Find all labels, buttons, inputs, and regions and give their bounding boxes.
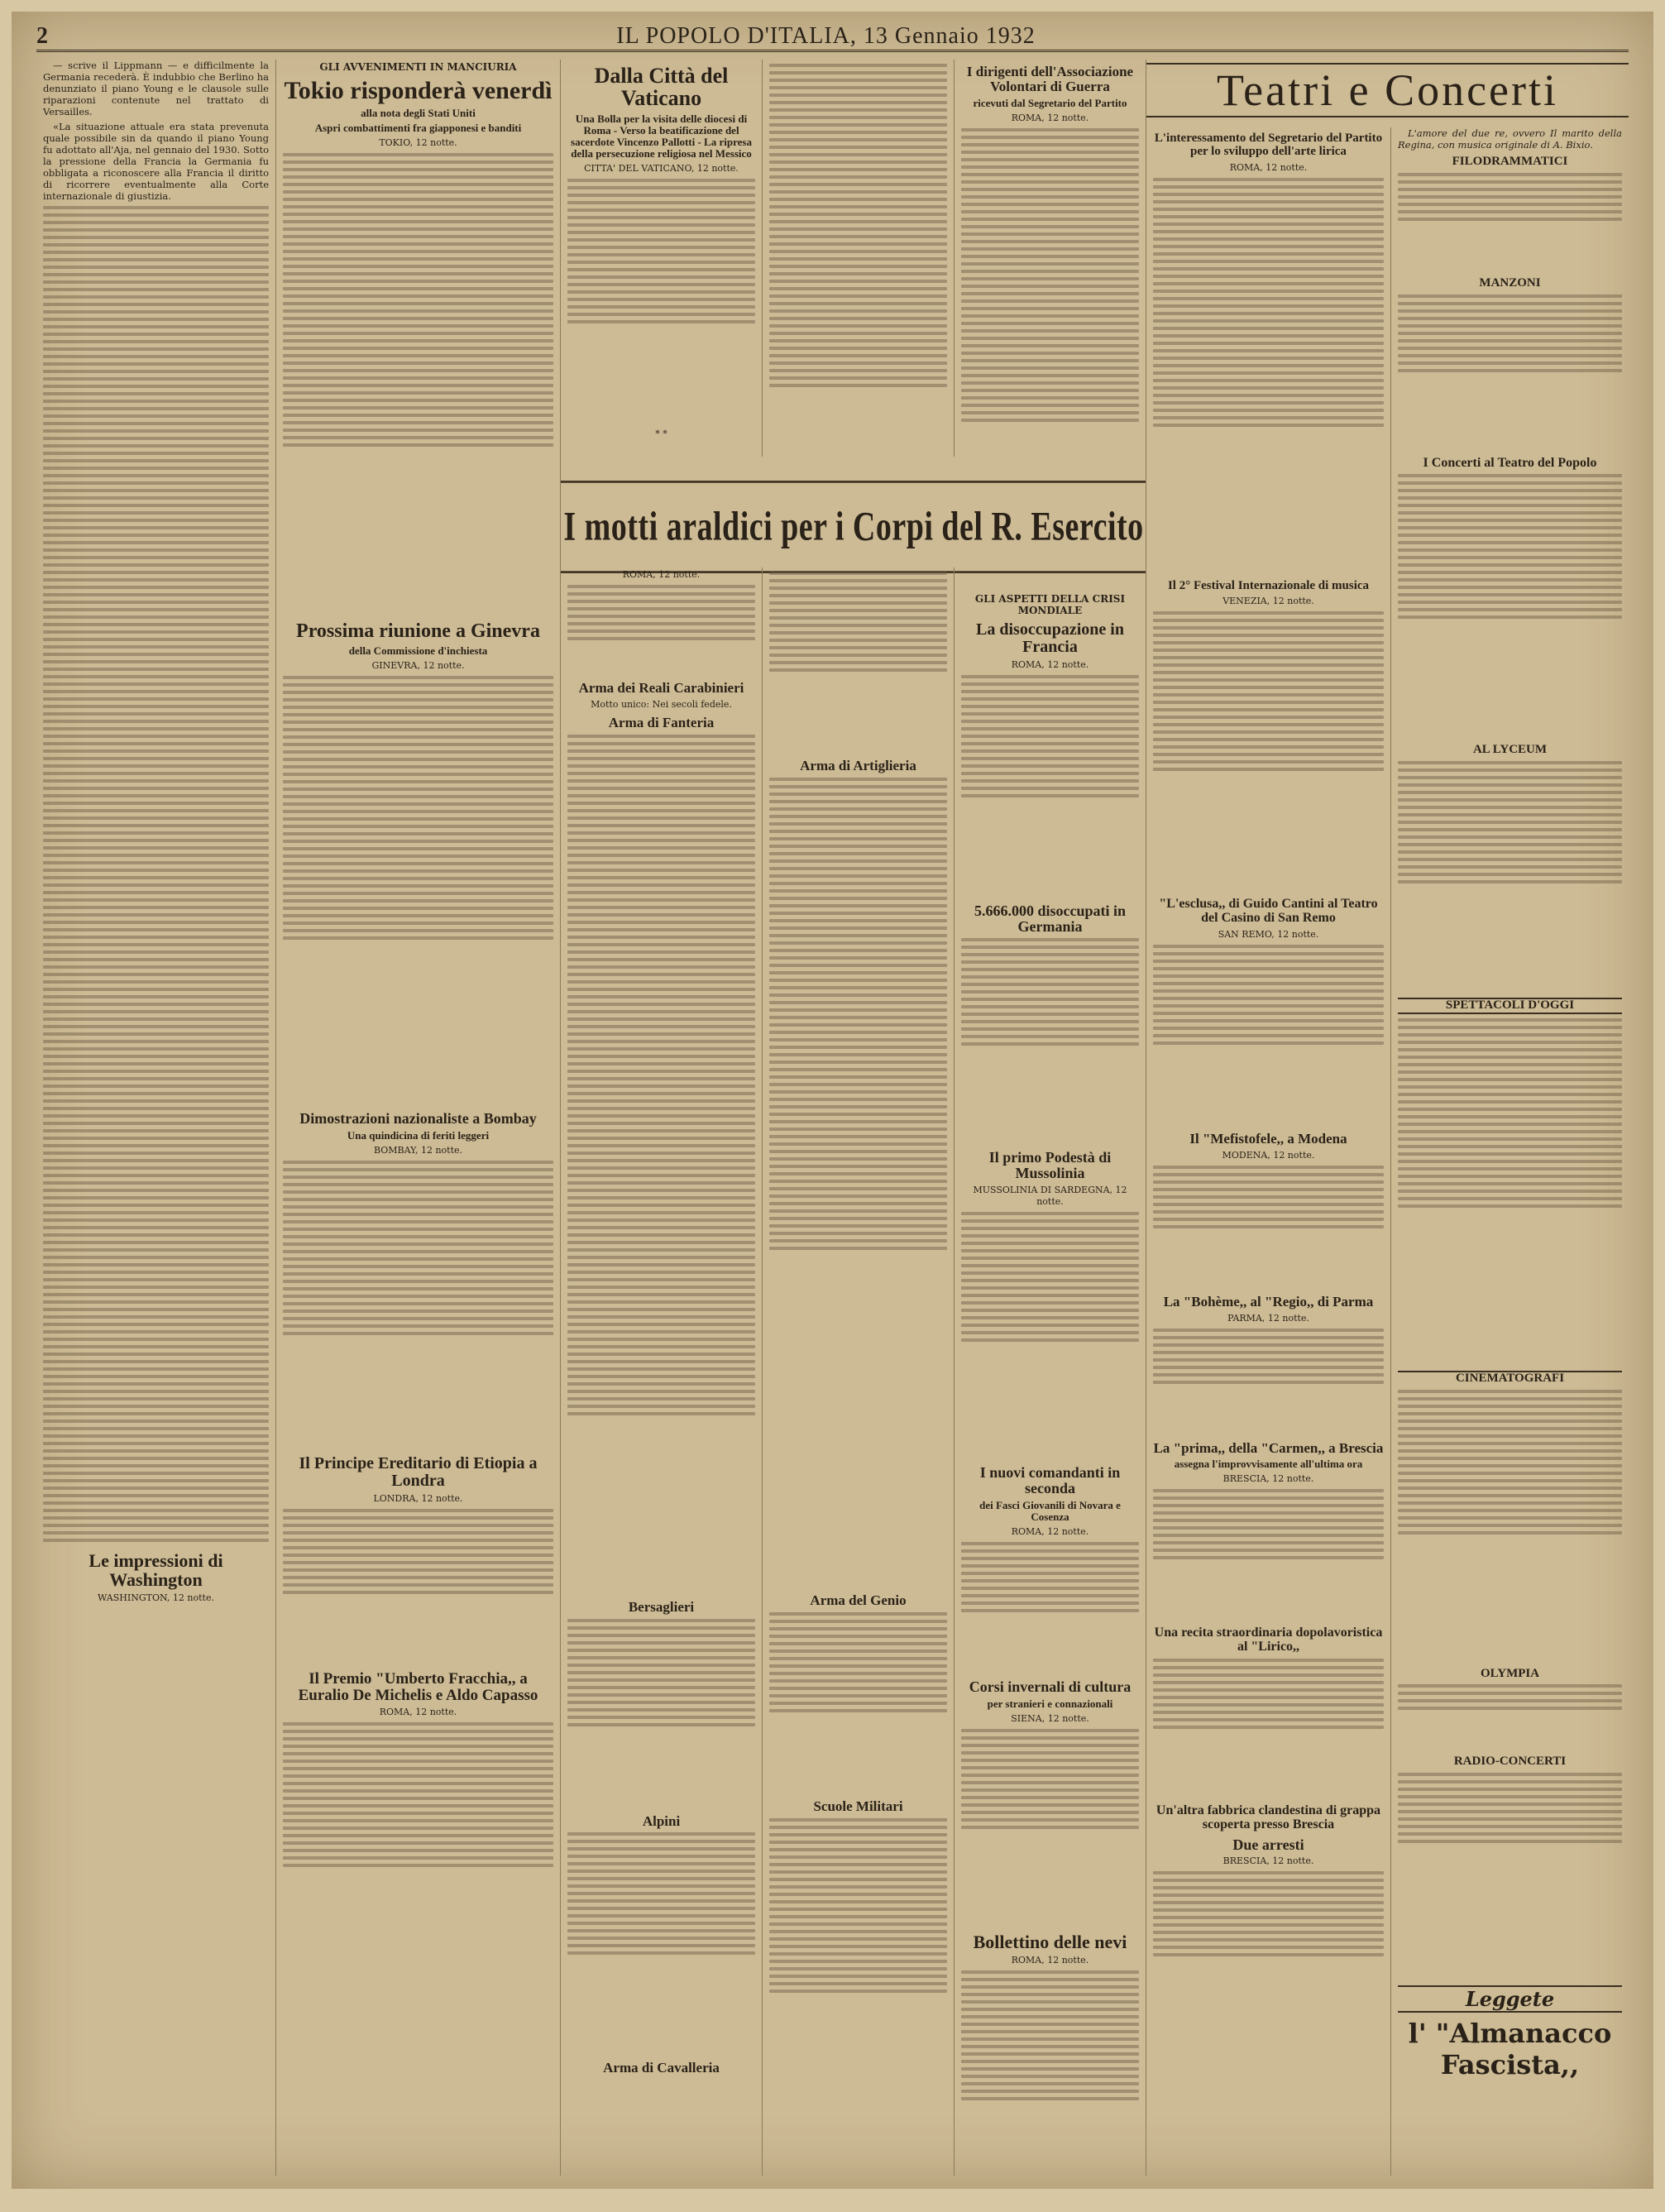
section-heading: OLYMPIA	[1480, 1666, 1540, 1680]
headline: "L'esclusa,, di Guido Cantini al Teatro del Casino di San Remo	[1159, 897, 1378, 926]
dateline: BRESCIA, 12 notte.	[1222, 1473, 1314, 1485]
dateline: CITTA' DEL VATICANO, 12 notte.	[584, 162, 739, 174]
section-heading: AL LYCEUM	[1472, 743, 1548, 757]
dateline: MODENA, 12 notte.	[1222, 1149, 1315, 1161]
dateline: LONDRA, 12 notte.	[373, 1492, 463, 1504]
column-1	[36, 60, 276, 2176]
deck: ricevuti dal Segretario del Partito	[973, 96, 1127, 109]
deck: Una Bolla per la visita delle diocesi di Roma - Verso la beatificazione del sacerdote Vincenzo Pallotti - La ripresa della persecuzione religiosa nel Messico	[571, 112, 752, 160]
section-heading: Arma di Cavalleria	[603, 2060, 720, 2076]
text-block	[1398, 173, 1622, 272]
text-block	[1153, 1871, 1384, 2037]
headline: Il 2° Festival Internazionale di musica	[1167, 578, 1370, 592]
headline: Le impressioni di Washington	[89, 1550, 223, 1591]
column-2	[276, 60, 561, 2176]
column-4-top	[763, 60, 955, 457]
text-block	[769, 1818, 947, 2149]
text-block	[769, 64, 947, 457]
headline: Dalla Città del Vaticano	[594, 64, 729, 111]
headline: Il Principe Ereditario di Etiopia a Londra	[299, 1453, 538, 1490]
text-block	[961, 1542, 1139, 1674]
text-block	[1153, 1489, 1384, 1621]
text-block	[1398, 1773, 1622, 1905]
section-heading: Arma del Genio	[810, 1592, 907, 1608]
dateline: BRESCIA, 12 notte.	[1222, 1855, 1314, 1867]
deck: Aspri combattimenti fra giapponesi e banditi	[314, 121, 522, 134]
headline: Corsi invernali di cultura	[969, 1678, 1132, 1696]
text-block	[567, 735, 755, 1595]
dateline: BOMBAY, 12 notte.	[373, 1144, 463, 1156]
section-heading: Arma di Artiglieria	[800, 758, 916, 773]
section-title: Teatri e Concerti	[1146, 63, 1629, 117]
text-block	[1153, 611, 1384, 893]
dateline: TOKIO, 12 notte.	[379, 136, 457, 148]
column-6	[1146, 127, 1391, 2176]
text-block	[1398, 294, 1622, 452]
almanac-ad	[1391, 1980, 1629, 2080]
headline: 5.666.000 disoccupati in Germania	[974, 902, 1127, 935]
section-heading: Alpini	[642, 1812, 681, 1829]
text-block	[1153, 1659, 1384, 1799]
newspaper-page	[12, 12, 1653, 2189]
dateline: GINEVRA, 12 notte.	[371, 659, 465, 671]
deck: alla nota degli Stati Uniti	[361, 106, 476, 119]
dateline: MUSSOLINIA DI SARDEGNA, 12 notte.	[973, 1185, 1127, 1208]
headline: Dimostrazioni nazionaliste a Bombay	[299, 1109, 537, 1127]
dateline: ROMA, 12 notte.	[622, 569, 701, 580]
section-heading: MANZONI	[1479, 275, 1541, 290]
banner-headline: I motti araldici per i Corpi del R. Esercito	[561, 481, 1146, 573]
column-3-top	[561, 60, 763, 457]
text-block	[567, 1832, 755, 2056]
section-heading: SPETTACOLI D'OGGI	[1398, 998, 1622, 1014]
column-3-bottom	[561, 567, 763, 2176]
section-heading: Scuole Militari	[813, 1798, 903, 1814]
deck: Una quindicina di feriti leggeri	[347, 1128, 490, 1142]
dateline: SAN REMO, 12 notte.	[1218, 928, 1319, 940]
headline: La "Bohème,, al "Regio,, di Parma	[1163, 1293, 1374, 1309]
ad-kicker: Leggete	[1398, 1985, 1622, 2013]
column-4-bottom	[763, 567, 955, 2176]
text-block	[567, 179, 755, 427]
article-text: L'amore del due re, ovvero Il marito della Regina, con musica originale di A. Bixio.	[1398, 127, 1622, 151]
text-block	[567, 585, 755, 676]
headline: I Concerti al Teatro del Popolo	[1423, 455, 1597, 470]
column-7	[1391, 127, 1629, 2176]
section-heading: FILODRAMMATICI	[1452, 155, 1568, 168]
text-block	[567, 1619, 755, 1809]
text-block	[1398, 1684, 1622, 1750]
headline: I nuovi comandanti in seconda	[979, 1464, 1121, 1497]
deck: della Commissione d'inchiesta	[348, 644, 488, 657]
kicker: GLI ASPETTI DELLA CRISI MONDIALE	[974, 592, 1126, 616]
dateline: ROMA, 12 notte.	[1011, 1526, 1089, 1538]
text-block	[1153, 178, 1384, 575]
headline: Un'altra fabbrica clandestina di grappa scoperta presso Brescia	[1155, 1803, 1381, 1831]
column-5	[955, 60, 1146, 2176]
text-block	[961, 1970, 1139, 2176]
text-block	[1398, 1018, 1622, 1366]
text-block	[769, 572, 947, 754]
deck: per stranieri e connazionali	[987, 1697, 1113, 1710]
headline: Prossima riunione a Ginevra	[296, 620, 540, 642]
headline: Bollettino delle nevi	[973, 1931, 1127, 1952]
text-block	[283, 1722, 553, 1970]
section-heading: Arma di Fanteria	[608, 714, 715, 730]
separator: * *	[655, 428, 667, 439]
dateline: ROMA, 12 notte.	[379, 1707, 457, 1718]
dateline: SIENA, 12 notte.	[1011, 1712, 1089, 1724]
masthead-title: IL POPOLO D'ITALIA, 13 Gennaio 1932	[616, 23, 1036, 49]
section-heading: CINEMATOGRAFI	[1398, 1371, 1622, 1386]
text-block	[283, 1161, 553, 1450]
text-block	[283, 153, 553, 616]
headline: La "prima,, della "Carmen,, a Brescia	[1153, 1439, 1384, 1456]
dateline: PARMA, 12 notte.	[1227, 1312, 1309, 1324]
headline: Due arresti	[1232, 1836, 1304, 1853]
section-title-wrap	[1146, 60, 1629, 122]
text-block	[1153, 1329, 1384, 1436]
text-block	[1153, 945, 1384, 1127]
article-text: «La situazione attuale era stata prevenuta quale possibile sin da quando il piano Young fu adottato all'Aja, nel gennaio del 1930. Sotto la pressione della Francia la Germania fu obbligata a riconoscere alla Francia il diritto di ricorrere eventualmente alla Corte internazionale di giustizia.	[43, 121, 269, 202]
dateline: ROMA, 12 notte.	[1011, 1955, 1089, 1966]
text-block	[961, 1729, 1139, 1927]
section-heading: RADIO-CONCERTI	[1453, 1755, 1567, 1769]
text-block	[283, 676, 553, 1106]
headline: Il primo Podestà di Mussolinia	[988, 1149, 1112, 1182]
text-block	[1398, 1390, 1622, 1663]
dateline: ROMA, 12 notte.	[1011, 658, 1089, 670]
headline: Il Premio "Umberto Fracchia,, a Euralio De Michelis e Aldo Capasso	[298, 1669, 538, 1704]
dateline: ROMA, 12 notte.	[1011, 112, 1089, 123]
text-block	[1153, 1166, 1384, 1290]
text-block	[961, 1212, 1139, 1460]
deck: assegna l'improvvisamente all'ultima ora	[1174, 1458, 1363, 1471]
headline: La disoccupazione in Francia	[976, 620, 1124, 656]
text-block	[961, 675, 1139, 898]
text-block	[283, 1509, 553, 1666]
dateline: WASHINGTON, 12 notte.	[98, 1592, 214, 1604]
headline: Una recita straordinaria dopolavoristica al "Lirico,,	[1154, 1625, 1383, 1654]
kicker: GLI AVVENIMENTI IN MANCIURIA	[319, 61, 517, 73]
dateline: ROMA, 12 notte.	[1229, 161, 1308, 173]
masthead	[36, 17, 1629, 52]
text-block	[1398, 761, 1622, 993]
text-block	[769, 1612, 947, 1794]
section-heading: Arma dei Reali Carabinieri	[578, 680, 744, 696]
text-block	[769, 778, 947, 1588]
ad-title: l' "Almanacco Fascista,,	[1408, 2018, 1612, 2080]
text-block	[961, 938, 1139, 1145]
deck: dei Fasci Giovanili di Novara e Cosenza	[979, 1499, 1121, 1524]
article-text: — scrive il Lippmann — e difficilmente la Germania recederà. È indubbio che Berlino ha denunziato il piano Young e le clausole sulle riparazioni contenute nel trattato di Versailles.	[43, 60, 269, 117]
page-number: 2	[36, 23, 48, 49]
dateline: VENEZIA, 12 notte.	[1222, 596, 1314, 607]
headline: Il "Mefistofele,, a Modena	[1189, 1130, 1347, 1147]
motto: Motto unico: Nei secoli fedele.	[591, 698, 732, 710]
text-block	[961, 128, 1139, 591]
headline: Tokio risponderà venerdì	[284, 77, 553, 104]
headline: L'interessamento del Segretario del Partito per lo sviluppo dell'arte lirica	[1154, 132, 1383, 158]
section-heading: Bersaglieri	[628, 1598, 695, 1615]
text-block	[43, 206, 269, 1546]
text-block	[1398, 474, 1622, 739]
headline: I dirigenti dell'Associazione Volontari di Guerra	[966, 64, 1134, 94]
